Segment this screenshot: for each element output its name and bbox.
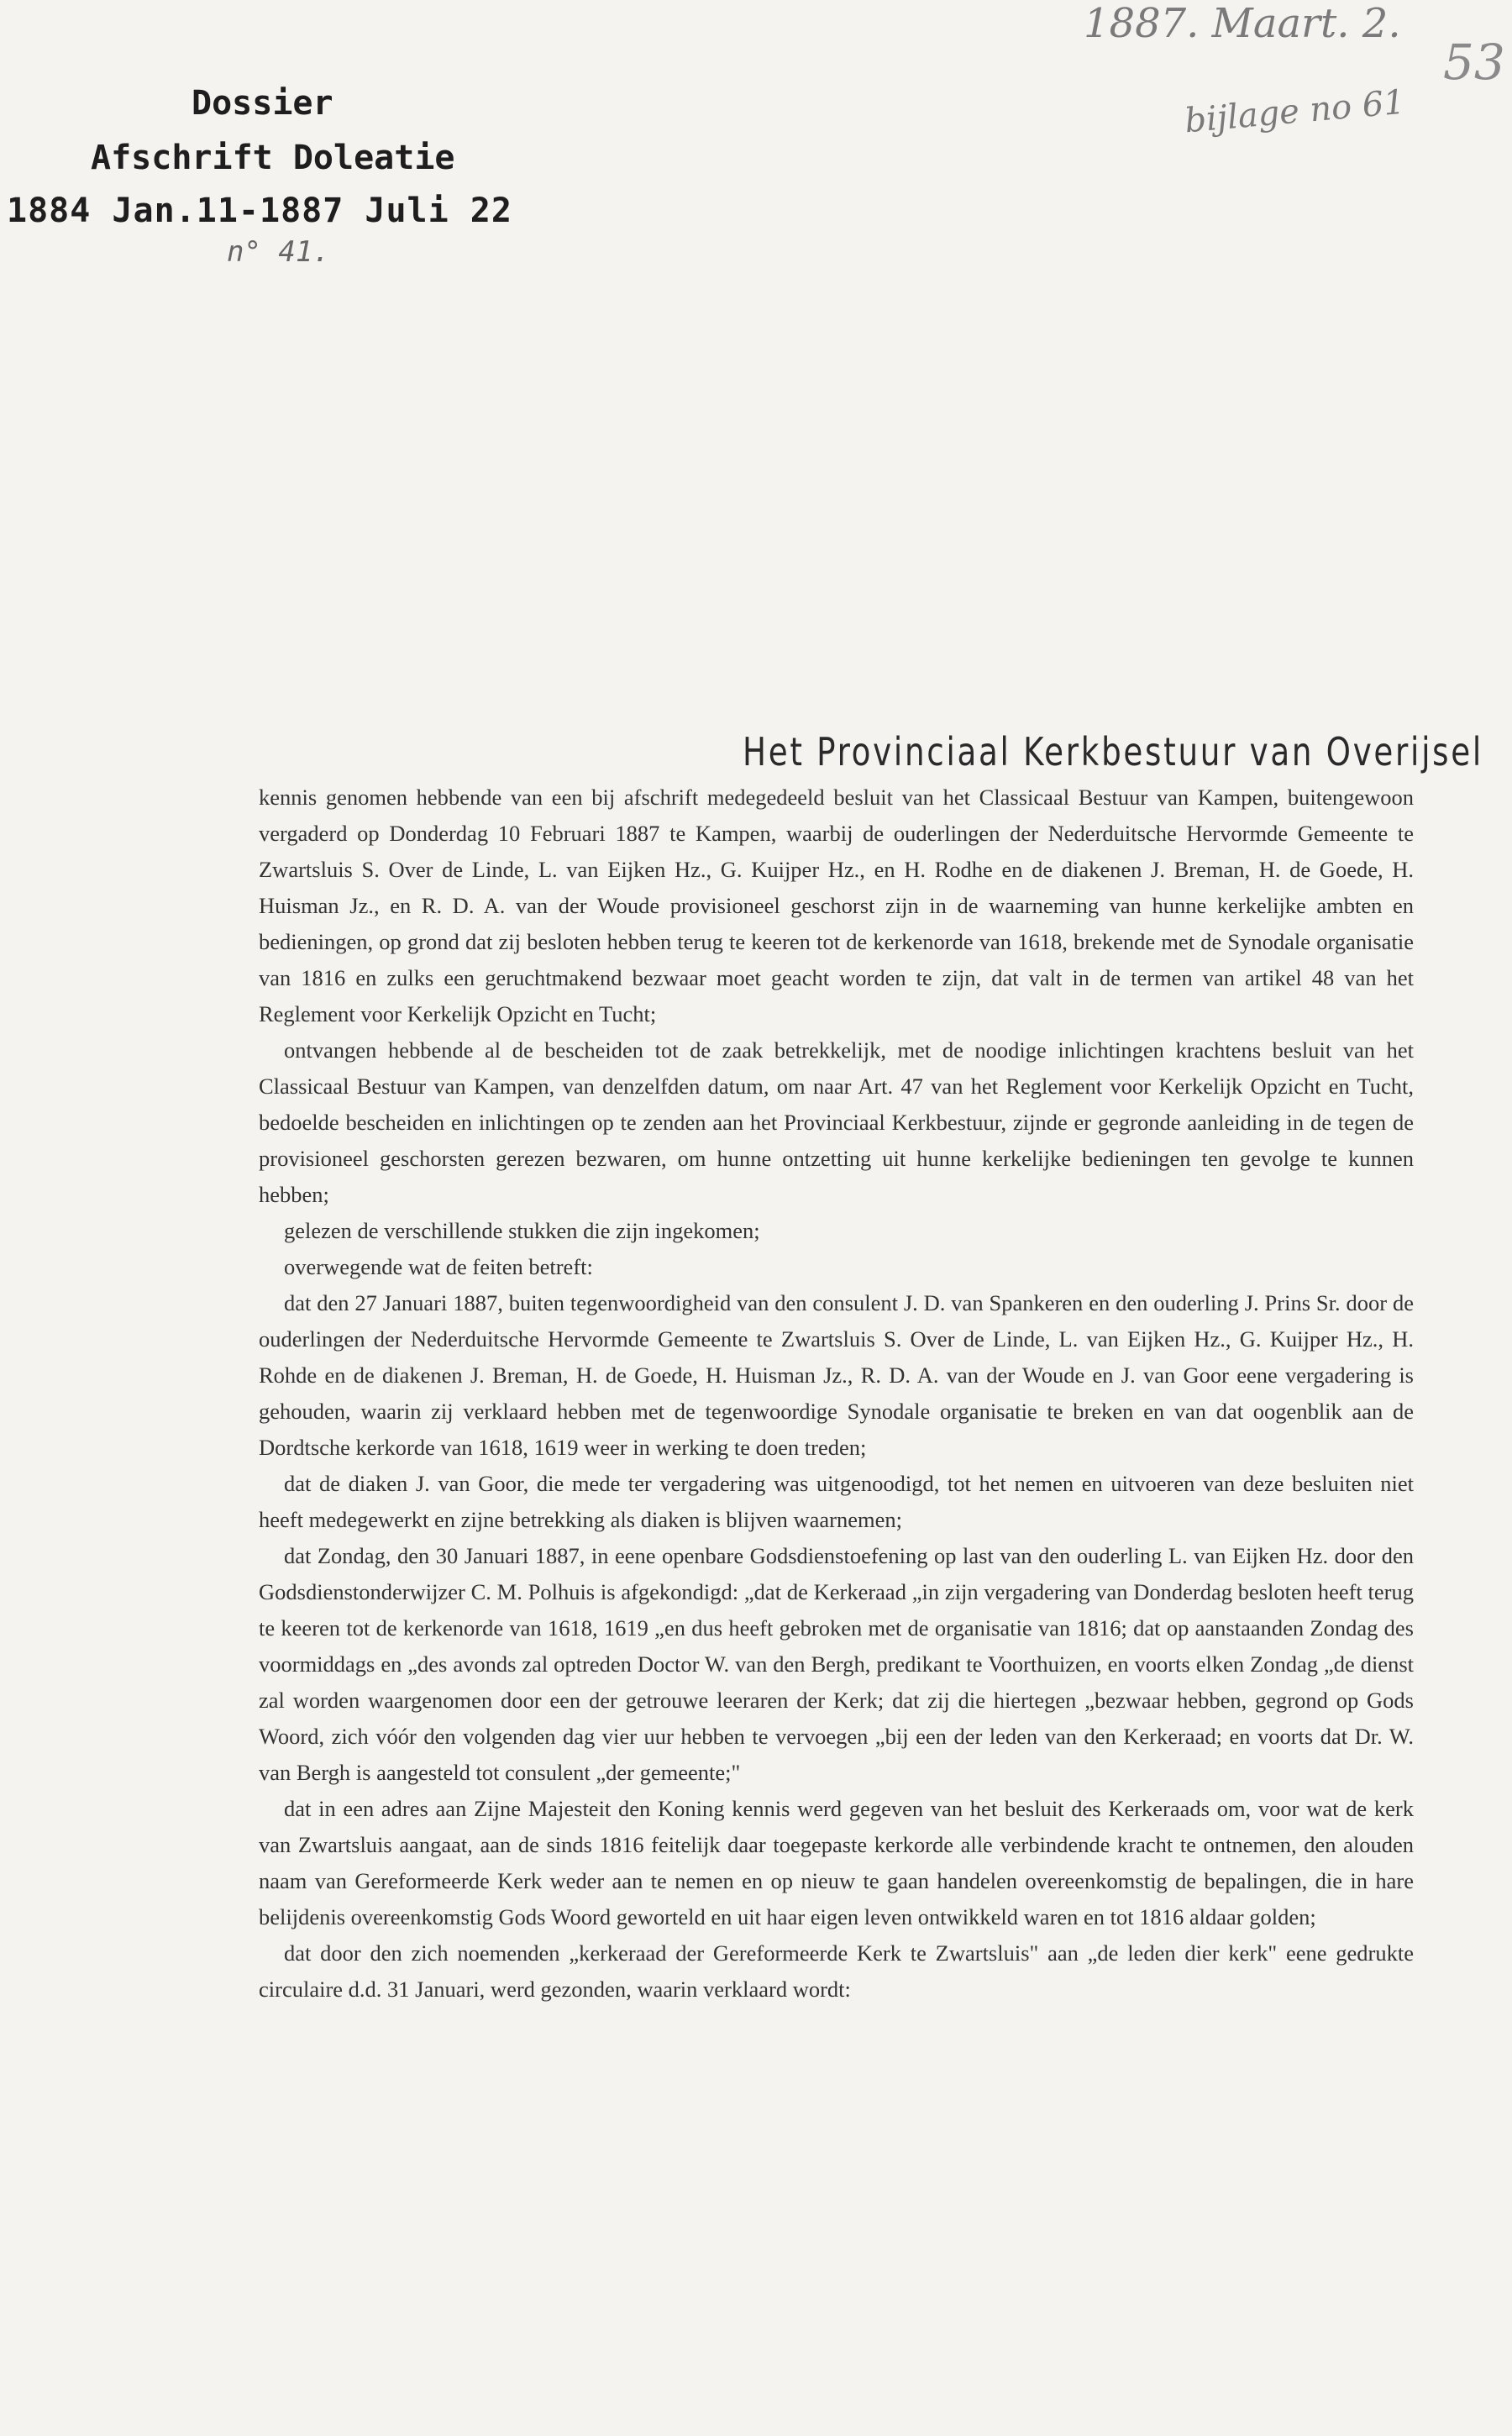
paragraph: ontvangen hebbende al de bescheiden tot de zaak betrekkelijk, met de noodige inlichtingen krachtens besluit van het Classicaal Bestuur van Kampen, van denzelfden datum, om naar Art. 47 van het Reglement voor Kerkelijk Opzicht en Tucht, bedoelde bescheiden en inlichtingen op te zenden aan het Provinciaal Kerkbestuur, zijnde er gegronde aanleiding in de tegen de provisioneel geschorsten gerezen bezwaren, om hunne ontzetting uit hunne kerkelijke bedieningen ten gevolge te kunnen hebben; [259,1037,1414,1207]
document-title: Het Provinciaal Kerkbestuur van Overijsel [743,729,1483,774]
stamp-afschrift: Afschrift Doleatie [91,139,455,177]
paragraph: dat de diaken J. van Goor, die mede ter vergadering was uitgenoodigd, tot het nemen en uitvoeren van deze besluiten niet heeft medegewerkt en zijne betrekking als diaken is blijven waarnemen; [259,1471,1414,1532]
paragraph: dat den 27 Januari 1887, buiten tegenwoordigheid van den consulent J. D. van Spankeren en den ouderling J. Prins Sr. door de ouderlingen der Nederduitsche Hervormde Gemeente te Zwartsluis S. Over de Linde, L. van Eijken Hz., G. Kuijper Hz., H. Rohde en de diakenen J. Breman, H. de Goede, H. Huisman Jz., R. D. A. van der Woude en J. van Goor eene vergadering is gehouden, waarin zij verklaard hebben met de tegenwoordige Synodale organisatie te breken en van dat oogenblik aan de Dordtsche kerkorde van 1618, 1619 weer in werking te doen treden; [259,1290,1414,1460]
handwritten-date: 1887. Maart. 2. [1084,0,1401,47]
paragraph: dat door den zich noemenden „kerkeraad der Gereformeerde Kerk te Zwartsluis" aan „de leden dier kerk" eene gedrukte circulaire d.d. 31 Januari, werd gezonden, waarin verklaard wordt: [259,1940,1414,2002]
handwritten-bijlage: bijlage no 61 [1183,82,1407,141]
stamp-dossier: Dossier [192,84,333,123]
paragraph: dat Zondag, den 30 Januari 1887, in eene openbare Godsdienstoefening op last van den ouderling L. van Eijken Hz. door den Godsdienstonderwijzer C. M. Polhuis is afgekondigd: „dat de Kerkeraad „in zijn vergadering van Donderdag besloten heeft terug te keeren tot de kerkenorde van 1618, 1619 „en dus heeft gebroken met de organisatie van 1816; dat op aanstaanden Zondag des voormiddags en „des avonds zal optreden Doctor W. van den Bergh, predikant te Voorthuizen, en voorts elken Zondag „de dienst zal worden waargenomen door een der getrouwe leeraren der Kerk; dat zij die hiertegen „bezwaar hebben, gegrond op Gods Woord, zich vóór den volgenden dag vier uur hebben te vervoegen „bij een der leden van den Kerkeraad; en voorts dat Dr. W. van Bergh is aangesteld tot consulent „der gemeente;" [259,1543,1414,1785]
paragraph: dat in een adres aan Zijne Majesteit den Koning kennis werd gegeven van het besluit des Kerkeraads om, voor wat de kerk van Zwartsluis aangaat, aan de sinds 1816 feitelijk daar toegepaste kerkorde alle verbindende kracht te ontnemen, den alouden naam van Gereformeerde Kerk weder aan te nemen en op nieuw te gaan handelen overeenkomstig de bepalingen, die in hare belijdenis overeenkomstig Gods Woord geworteld en uit haar eigen leven ontwikkeld waren en tot 1816 aldaar golden; [259,1796,1414,1929]
stamp-date-range: 1884 Jan.11-1887 Juli 22 [7,192,512,230]
document-body [259,780,1414,2008]
handwritten-page-number: 53 [1443,34,1505,91]
paragraph: overwegende wat de feiten betreft: [284,1254,593,1279]
paragraph: gelezen de verschillende stukken die zijn ingekomen; [284,1218,760,1243]
stamp-number: n° 41. [227,235,330,269]
paragraph: kennis genomen hebbende van een bij afschrift medegedeeld besluit van het Classicaal Bestuur van Kampen, buitengewoon vergaderd op Donderdag 10 Februari 1887 te Kampen, waarbij de ouderlingen der Nederduitsche Hervormde Gemeente te Zwartsluis S. Over de Linde, L. van Eijken Hz., G. Kuijper Hz., en H. Rodhe en de diakenen J. Breman, H. de Goede, H. Huisman Jz., en R. D. A. van der Woude provisioneel geschorst zijn in de waarneming van hunne kerkelijke ambten en bedieningen, op grond dat zij besloten hebben terug te keeren tot de kerkenorde van 1618, brekende met de Synodale organisatie van 1816 en zulks een geruchtmakend bezwaar moet geacht worden te zijn, dat valt in de termen van artikel 48 van het Reglement voor Kerkelijk Opzicht en Tucht; [259,785,1414,1026]
